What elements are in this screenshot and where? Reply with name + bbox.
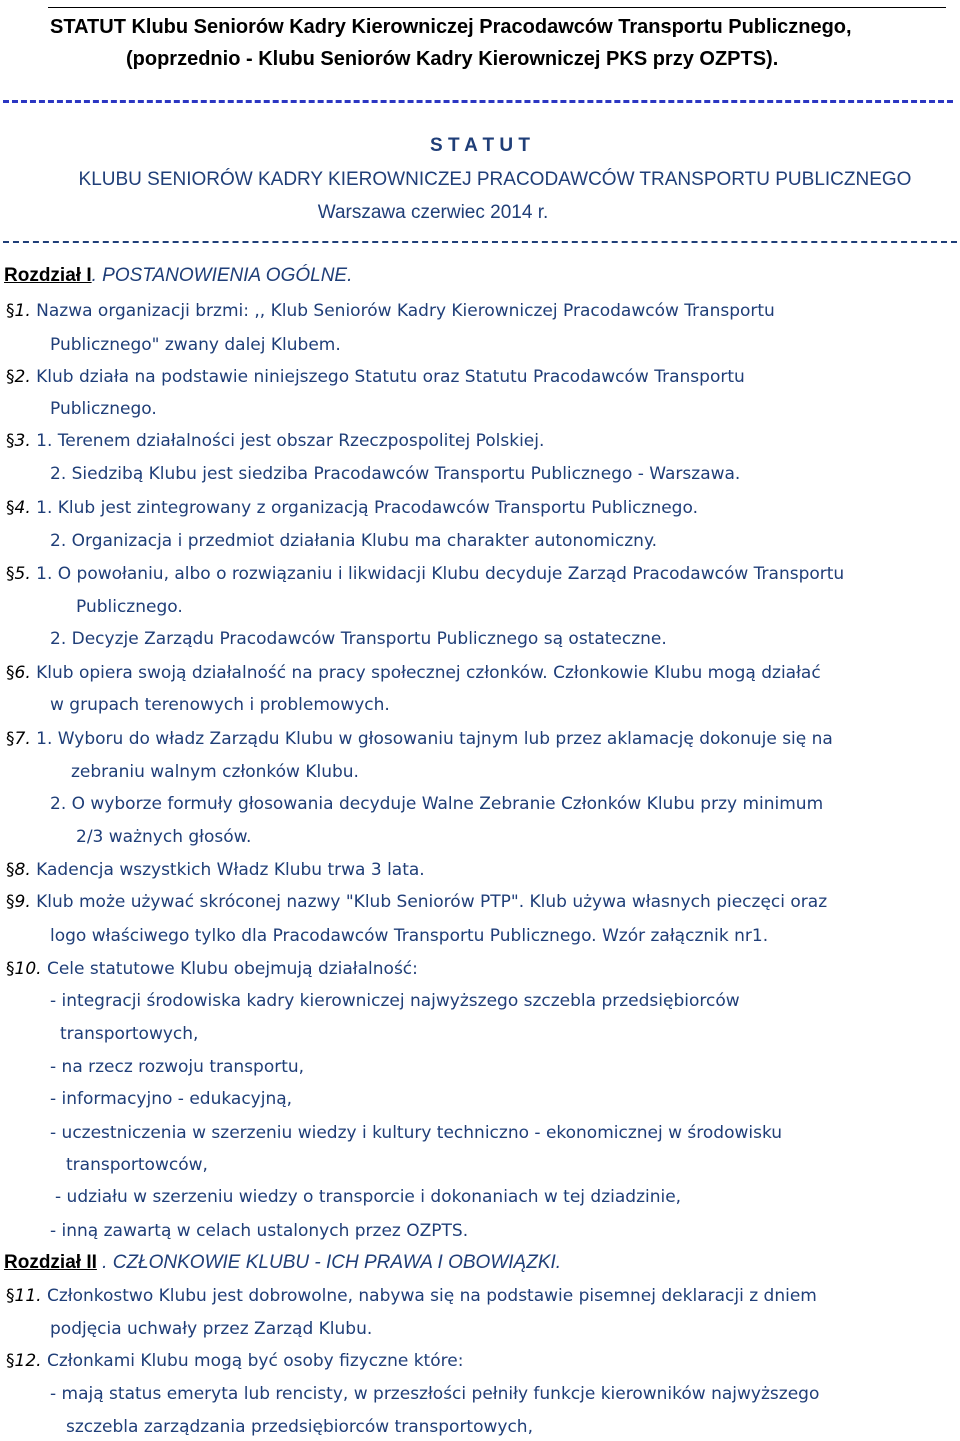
section-text: Klub może używać skróconej nazwy "Klub Seniorów PTP". Klub używa własnych pieczęci oraz	[30, 892, 828, 912]
list-item: - uczestniczenia w szerzeniu wiedzy i kultury techniczno - ekonomicznej w środowisku	[50, 1123, 783, 1143]
section-text: Nazwa organizacji brzmi: ,, Klub Seniorów Kadry Kierowniczej Pracodawców Transportu	[30, 301, 775, 321]
section-11	[6, 1285, 817, 1307]
section-6-cont: w grupach terenowych i problemowych.	[50, 695, 390, 715]
chapter-2-label: Rozdział II	[4, 1252, 97, 1273]
paragraph-sign: §	[6, 892, 15, 912]
section-7-item-2-cont: 2/3 ważnych głosów.	[76, 827, 252, 847]
paragraph-sign: §	[6, 301, 15, 321]
section-number: 5.	[14, 564, 31, 584]
section-9-cont: logo właściwego tylko dla Pracodawców Transportu Publicznego. Wzór załącznik nr1.	[50, 926, 769, 946]
top-rule	[48, 7, 946, 8]
paragraph-sign: §	[6, 367, 15, 387]
list-item: - integracji środowiska kadry kierowniczej najwyższego szczebla przedsiębiorców	[50, 991, 740, 1011]
list-item: - mają status emeryta lub rencisty, w przeszłości pełniły funkcje kierowników najwyższego	[50, 1384, 820, 1404]
section-number: 12.	[14, 1351, 42, 1371]
section-12	[6, 1350, 463, 1372]
paragraph-sign: §	[6, 663, 15, 683]
list-item: - inną zawartą w celach ustalonych przez OZPTS.	[50, 1221, 469, 1241]
section-number: 6.	[14, 663, 31, 683]
section-7-item-2: 2. O wyborze formuły głosowania decyduje Walne Zebranie Członków Klubu przy minimum	[50, 794, 824, 814]
chapter-1-title: . POSTANOWIENIA OGÓLNE.	[91, 265, 353, 286]
section-11-cont: podjęcia uchwały przez Zarząd Klubu.	[50, 1319, 373, 1339]
section-text: Cele statutowe Klubu obejmują działalność:	[41, 959, 418, 979]
section-5-item-2: 2. Decyzje Zarządu Pracodawców Transportu Publicznego są ostateczne.	[50, 629, 667, 649]
header-line-2: (poprzednio - Klubu Seniorów Kadry Kierowniczej PKS przy OZPTS).	[126, 48, 779, 70]
list-item-cont: transportowców,	[66, 1155, 208, 1175]
section-text: Klub opiera swoją działalność na pracy społecznej członków. Członkowie Klubu mogą działać	[30, 663, 821, 683]
list-item: - udziału w szerzeniu wiedzy o transporcie i dokonaniach w tej dziadzinie,	[55, 1187, 682, 1207]
blue-dashed-separator	[3, 100, 953, 103]
document-date: Warszawa czerwiec 2014 r.	[317, 202, 549, 223]
section-text: 1. Wyboru do władz Zarządu Klubu w głosowaniu tajnym lub przez aklamację dokonuje się na	[30, 729, 833, 749]
section-text: 1. Klub jest zintegrowany z organizacją Pracodawców Transportu Publicznego.	[30, 498, 698, 518]
section-number: 3.	[14, 431, 31, 451]
document-title: S T A T U T	[430, 135, 530, 156]
section-1	[6, 300, 775, 322]
section-3-item-2: 2. Siedzibą Klubu jest siedziba Pracodawców Transportu Publicznego - Warszawa.	[50, 464, 741, 484]
paragraph-sign: §	[6, 729, 15, 749]
section-4	[6, 497, 698, 519]
chapter-2-title: . CZŁONKOWIE KLUBU - ICH PRAWA I OBOWIĄZKI.	[96, 1252, 562, 1273]
header-line-1: STATUT Klubu Seniorów Kadry Kierowniczej Pracodawców Transportu Publicznego,	[50, 16, 852, 38]
list-item-cont: transportowych,	[60, 1024, 199, 1044]
section-8	[6, 859, 425, 881]
section-text: Klub działa na podstawie niniejszego Statutu oraz Statutu Pracodawców Transportu	[30, 367, 745, 387]
paragraph-sign: §	[6, 1351, 15, 1371]
section-number: 7.	[14, 729, 31, 749]
section-number: 2.	[14, 367, 31, 387]
section-number: 8.	[14, 860, 31, 880]
paragraph-sign: §	[6, 564, 15, 584]
section-text: Członkostwo Klubu jest dobrowolne, nabywa się na podstawie pisemnej deklaracji z dniem	[41, 1286, 817, 1306]
document-subtitle: KLUBU SENIORÓW KADRY KIEROWNICZEJ PRACODAWCÓW TRANSPORTU PUBLICZNEGO	[78, 169, 912, 190]
paragraph-sign: §	[6, 959, 15, 979]
chapter-1-heading	[4, 264, 352, 288]
section-text: Kadencja wszystkich Władz Klubu trwa 3 lata.	[30, 860, 425, 880]
section-2-cont: Publicznego.	[50, 399, 157, 419]
section-9	[6, 891, 827, 913]
section-number: 10.	[14, 959, 42, 979]
section-text: 1. Terenem działalności jest obszar Rzeczpospolitej Polskiej.	[30, 431, 545, 451]
list-item-cont: szczebla zarządzania przedsiębiorców transportowych,	[66, 1417, 533, 1437]
section-3	[6, 430, 544, 452]
section-number: 11.	[14, 1286, 42, 1306]
list-item: - na rzecz rozwoju transportu,	[50, 1057, 305, 1077]
section-number: 9.	[14, 892, 31, 912]
section-7-cont: zebraniu walnym członków Klubu.	[71, 762, 359, 782]
section-text: 1. O powołaniu, albo o rozwiązaniu i likwidacji Klubu decyduje Zarząd Pracodawców Transportu	[30, 564, 845, 584]
section-1-cont: Publicznego" zwany dalej Klubem.	[50, 335, 341, 355]
section-7	[6, 728, 833, 750]
paragraph-sign: §	[6, 431, 15, 451]
section-number: 1.	[14, 301, 31, 321]
section-4-item-2: 2. Organizacja i przedmiot działania Klubu ma charakter autonomiczny.	[50, 531, 657, 551]
section-2	[6, 366, 745, 388]
list-item: - informacyjno - edukacyjną,	[50, 1089, 293, 1109]
chapter-2-heading	[4, 1251, 561, 1275]
dashed-separator	[3, 241, 957, 243]
section-text: Członkami Klubu mogą być osoby fizyczne które:	[41, 1351, 464, 1371]
paragraph-sign: §	[6, 1286, 15, 1306]
paragraph-sign: §	[6, 498, 15, 518]
section-10	[6, 958, 418, 980]
section-5	[6, 563, 844, 585]
chapter-1-label: Rozdział I	[4, 265, 92, 286]
section-5-cont: Publicznego.	[76, 597, 183, 617]
paragraph-sign: §	[6, 860, 15, 880]
section-6	[6, 662, 821, 684]
section-number: 4.	[14, 498, 31, 518]
